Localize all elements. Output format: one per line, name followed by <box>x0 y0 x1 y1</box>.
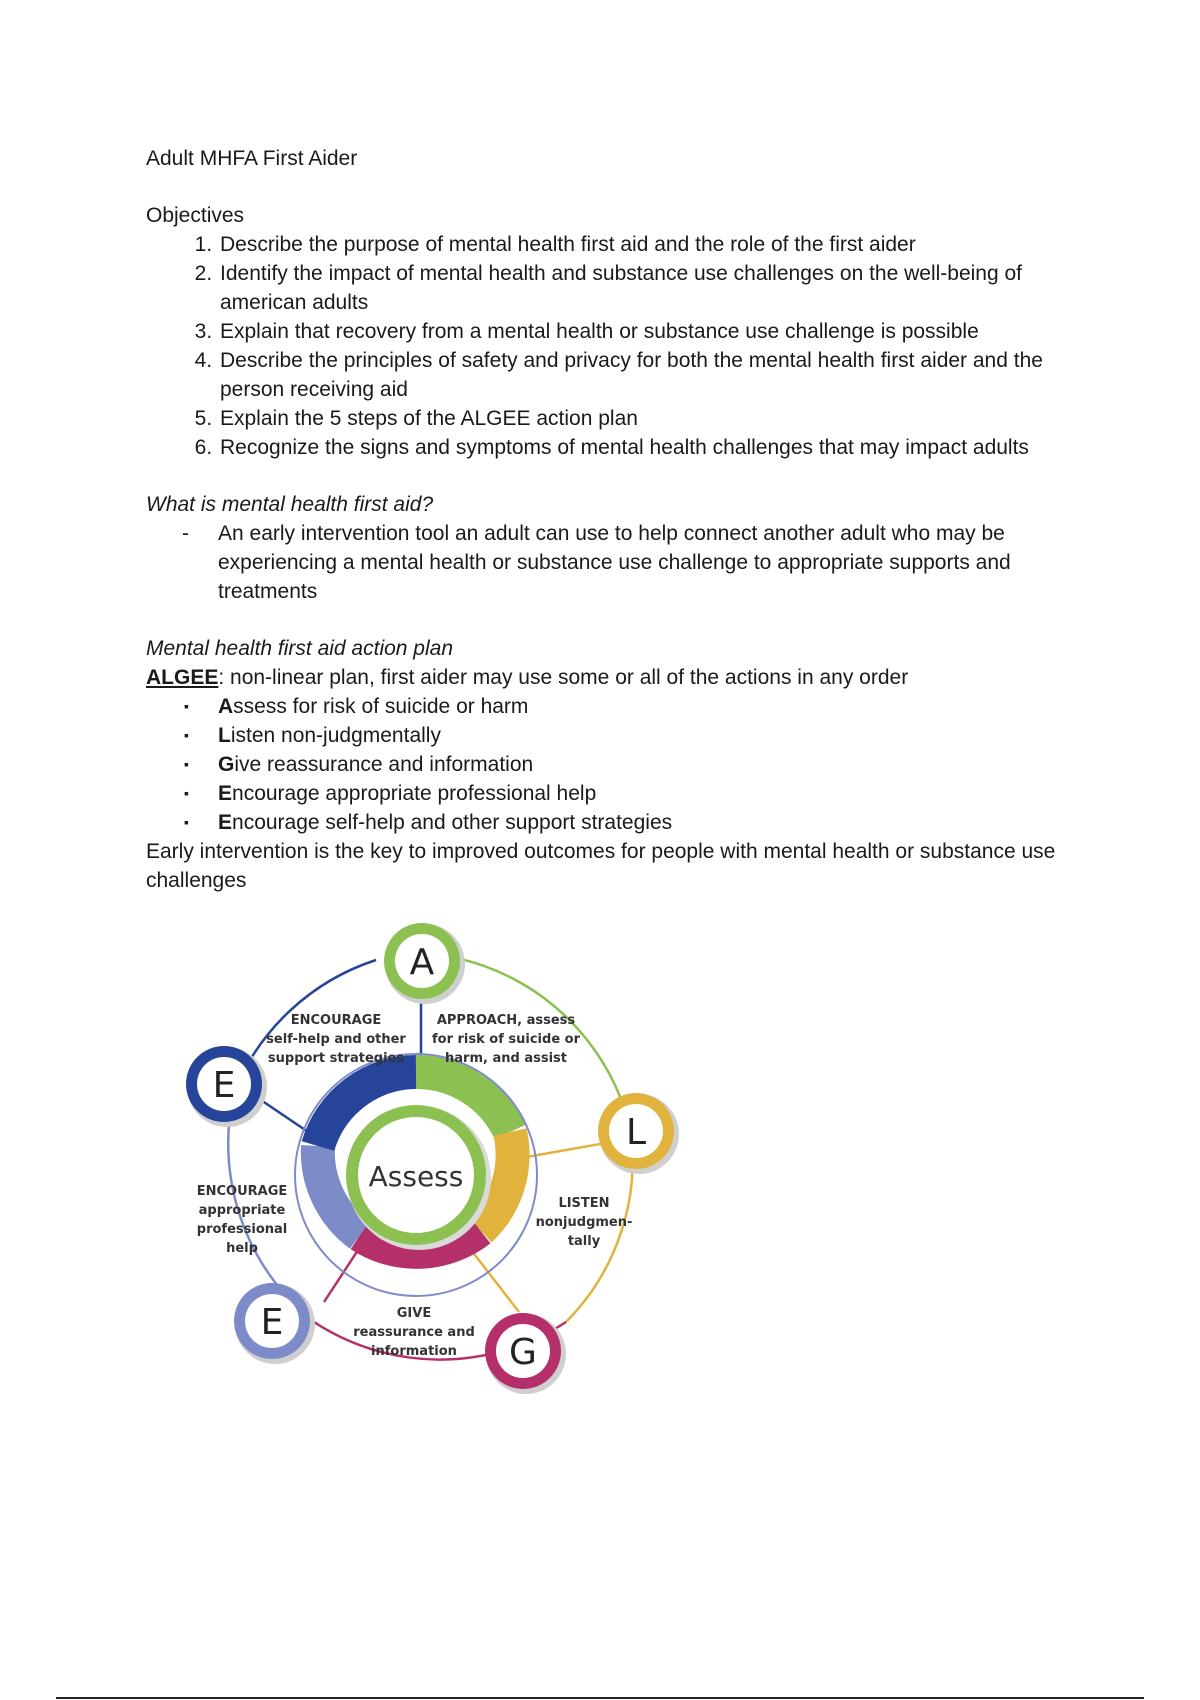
objective-item: 1. Describe the purpose of mental health first aid and the role of the first aider <box>218 230 1106 259</box>
action-plan-heading: Mental health first aid action plan <box>146 637 454 660</box>
algee-description <box>146 663 1106 692</box>
algee-step-text: ssess for risk of suicide or harm <box>233 695 529 718</box>
algee-acronym: ALGEE <box>146 666 219 689</box>
label-give-line: information <box>371 1344 457 1359</box>
label-approach <box>432 1013 581 1066</box>
objectives-list <box>146 230 1106 462</box>
label-listen-line: LISTEN <box>558 1196 610 1211</box>
algee-step-text: ncourage self-help and other support strategies <box>232 811 673 834</box>
algee-step-initial: L <box>218 724 231 747</box>
label-approach-line: harm, and assist <box>445 1051 567 1066</box>
center-label: Assess <box>368 1160 464 1193</box>
label-give-line: reassurance and <box>353 1325 475 1340</box>
node-l <box>598 1093 679 1174</box>
node-g-letter: G <box>509 1332 537 1373</box>
algee-step-initial: E <box>218 811 233 834</box>
document-title: Adult MHFA First Aider <box>146 147 358 170</box>
algee-step-text: ncourage appropriate professional help <box>232 782 597 805</box>
algee-step <box>218 779 1106 808</box>
objective-item: 2. Identify the impact of mental health and substance use challenges on the well-being of american adults <box>218 259 1106 317</box>
label-encourage-self-line: ENCOURAGE <box>290 1013 382 1028</box>
node-e-lower-letter: E <box>260 1302 284 1343</box>
label-approach-line: for risk of suicide or <box>431 1032 581 1047</box>
algee-steps-list <box>146 692 1106 837</box>
algee-step <box>218 750 1106 779</box>
algee-step <box>218 692 1106 721</box>
label-approach-line: APPROACH, assess <box>436 1013 576 1028</box>
label-listen-line: nonjudgmen- <box>535 1215 633 1230</box>
label-encourage-professional-line: help <box>226 1241 258 1256</box>
objectives-heading: Objectives <box>146 204 245 227</box>
node-l-letter: L <box>625 1112 647 1153</box>
label-give <box>353 1306 475 1359</box>
mhfa-heading: What is mental health first aid? <box>146 493 434 516</box>
node-a-letter: A <box>409 942 435 983</box>
algee-description-text: : non-linear plan, first aider may use some or all of the actions in any order <box>218 666 909 689</box>
closing-statement: Early intervention is the key to improved outcomes for people with mental health or substance use challenges <box>146 840 1056 892</box>
objective-item: 5. Explain the 5 steps of the ALGEE action plan <box>218 404 1106 433</box>
algee-diagram-svg <box>146 910 696 1420</box>
algee-step-initial: G <box>218 753 235 776</box>
algee-step-initial: A <box>218 695 234 718</box>
mhfa-definition-list <box>146 519 1106 606</box>
label-encourage-professional-line: professional <box>196 1222 288 1237</box>
label-listen-line: tally <box>567 1234 601 1249</box>
algee-step-text: ive reassurance and information <box>234 753 534 776</box>
spoke-g <box>468 1246 519 1312</box>
algee-step <box>218 721 1106 750</box>
label-give-line: GIVE <box>396 1306 432 1321</box>
objective-item: 6. Recognize the signs and symptoms of mental health challenges that may impact adults <box>218 433 1106 462</box>
label-encourage-self <box>266 1013 406 1066</box>
objective-item: 4. Describe the principles of safety and privacy for both the mental health first aider and the person receiving aid <box>218 346 1106 404</box>
label-encourage-professional-line: ENCOURAGE <box>196 1184 288 1199</box>
node-g <box>485 1313 566 1394</box>
algee-step-text: isten non-judgmentally <box>230 724 441 747</box>
node-e-lower <box>234 1283 315 1364</box>
objective-item: 3. Explain that recovery from a mental health or substance use challenge is possible <box>218 317 1106 346</box>
label-encourage-self-line: self-help and other <box>266 1032 406 1047</box>
algee-step <box>218 808 1106 837</box>
node-e-upper-letter: E <box>212 1065 236 1106</box>
node-a <box>384 923 465 1004</box>
mhfa-definition-item: - An early intervention tool an adult can use to help connect another adult who may be experiencing a mental health or substance use challenge to appropriate supports and treatments <box>218 519 1106 606</box>
document-page <box>146 144 1106 895</box>
algee-step-initial: E <box>218 782 233 805</box>
footer-divider <box>56 1697 1144 1699</box>
algee-diagram <box>146 910 696 1420</box>
label-encourage-professional-line: appropriate <box>198 1203 286 1218</box>
node-e-upper <box>186 1046 267 1127</box>
label-encourage-self-line: support strategies <box>267 1051 405 1066</box>
